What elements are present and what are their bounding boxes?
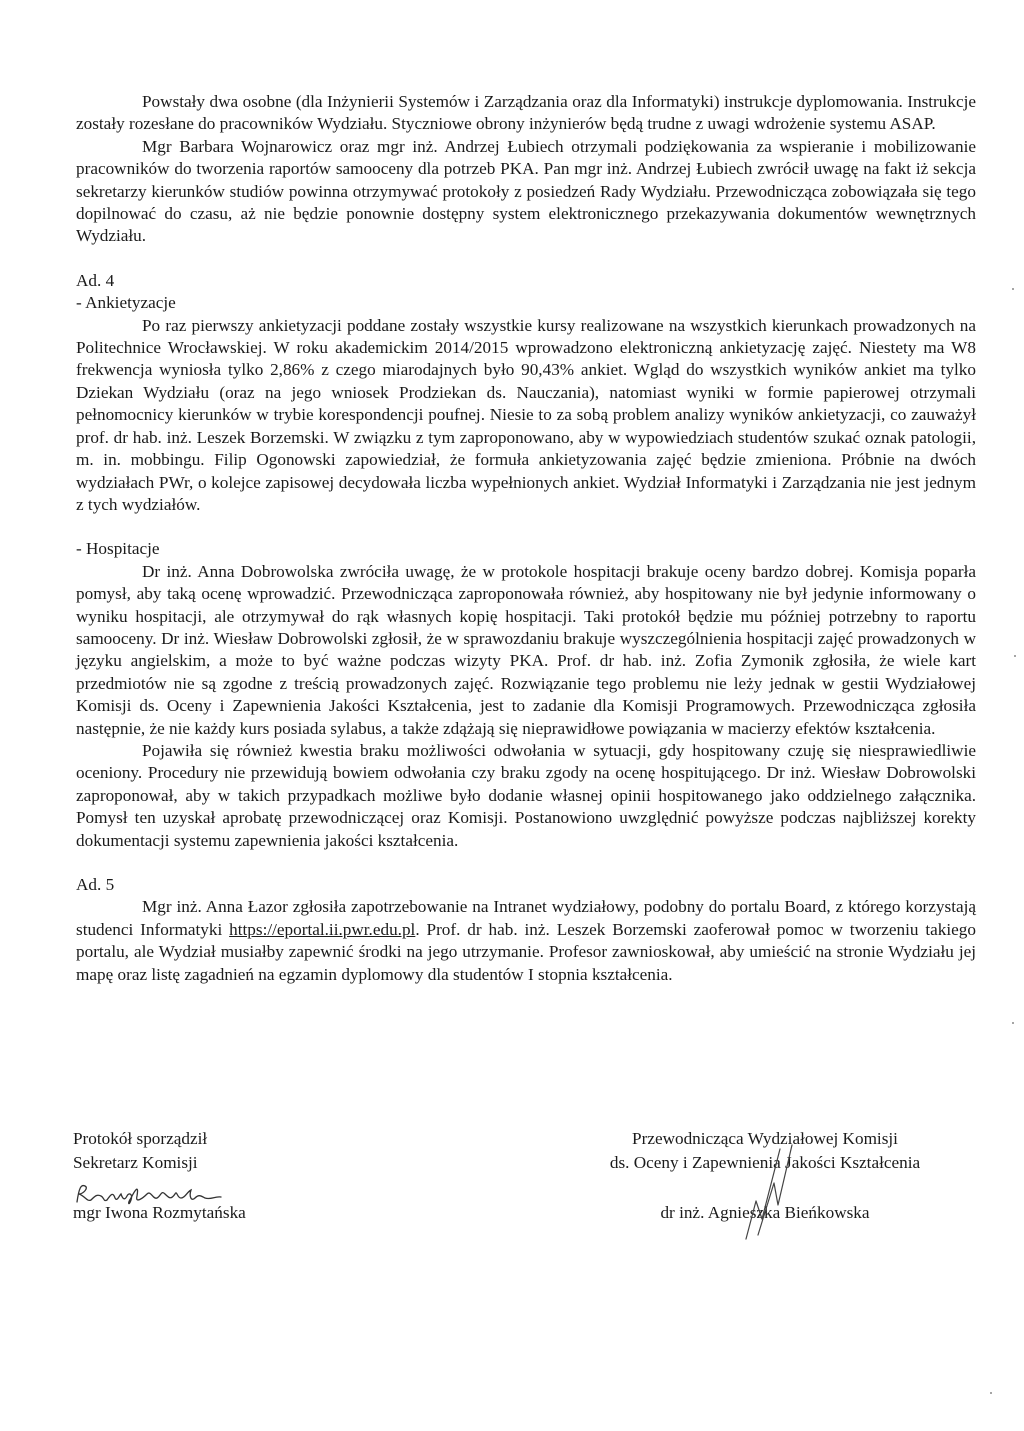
scan-speck — [1012, 1022, 1014, 1024]
scan-speck — [1014, 655, 1016, 657]
paragraph-instrukcje: Powstały dwa osobne (dla Inżynierii Systemów i Zarządzania oraz dla Informatyki) instrukcje dyplomowania. Instrukcje zostały rozesłane do pracowników Wydziału. Styczniowe obrony inżynierów będą trudne z uwagi wdrożenie systemu ASAP. — [76, 92, 976, 134]
signature-chair-role: Przewodnicząca Wydziałowej Komisji — [632, 1129, 898, 1148]
paragraph-intranet-text-a: Mgr inż. Anna Łazor zgłosiła zapotrzebowanie na Intranet wydziałowy, podobny do portalu Board, z którego korzystają studenci Informatyki — [76, 897, 976, 939]
paragraph-hospitacje: Dr inż. Anna Dobrowolska zwróciła uwagę, że w protokole hospitacji brakuje oceny bardzo dobrej. Komisja poparła pomysł, aby taką ocenę wprowadzić. Przewodnicząca zaproponowała również, aby hospitowany nie był jedynie informowany o wyniku hospitacji, ale otrzymywał do rąk własnych kopię hospitacji. Taki protokół będzie mu później potrzebny to raportu samooceny. Dr inż. Wiesław Dobrowolski zgłosił, że w sprawozdaniu brakuje wyszczególnienia hospitacji zajęć prowadzonych w języku angielskim, a może to być ważne podczas wizyty PKA. Prof. dr hab. inż. Zofia Zymonik zgłosiła, że wiele kart przedmiotów nie są zgodne z treścią prowadzonych zajęć. Rozwiązanie tego problemu nie leży jednak w gestii Wydziałowej Komisji ds. Oceny i Zapewnienia Jakości Kształcenia, jest to zadanie dla Komisji Programowych. Przewodnicząca zgłosiła następnie, że nie każdy kurs posiada sylabus, a także zdążają się nieprawidłowe powiązania w macierzy efektów kształcenia. — [76, 561, 976, 738]
paragraph-intranet-text-b: . Prof. dr hab. inż. Leszek Borzemski zaoferował pomoc w tworzeniu takiego portalu, ale Wydział musiałby zapewnić środki na jego utrzymanie. Profesor zawnioskował, aby umieścić na stronie Wydziału jej mapę oraz listę zagadnień na egzamin dyplomowy dla studentów I stopnia kształcenia. — [76, 919, 976, 984]
paragraph-odwolania: Pojawiła się również kwestia braku możliwości odwołania w sytuacji, gdy hospitowany czuję się niesprawiedliwie oceniony. Procedury nie przewidują bowiem odwołania czy braku zgody na ocenę hospitującego. Dr inż. Wiesław Dobrowolski zaproponował, aby w takich przypadkach możliwe było dodanie własnej opinii hospitowanego jako oddzielnego załącznika. Pomysł ten uzyskał aprobatę przewodniczącej oraz Komisji. Postanowiono uwzględnić powyższe podczas najbliższej korekty dokumentacji systemu zapewnienia jakości kształcenia. — [76, 740, 976, 850]
handwritten-signature-secretary — [73, 1178, 243, 1213]
signature-secretary-name: mgr Iwona Rozmytańska — [73, 1203, 246, 1222]
paragraph-podziekowania: Mgr Barbara Wojnarowicz oraz mgr inż. Andrzej Łubiech otrzymali podziękowania za wspieranie i mobilizowanie pracowników do tworzenia raportów samooceny dla potrzeb PKA. Pan mgr inż. Andrzej Łubiech zwrócił uwagę na fakt iż sekcja sekretarzy kierunków studiów powinna otrzymywać protokoły z posiedzeń Rady Wydziału. Przewodnicząca zobowiązała się tego dopilnować do czasu, aż nie będzie ponownie dostępny system elektronicznego przekazywania dokumentów wewnętrznych Wydziału. — [76, 136, 976, 246]
paragraph-intranet — [76, 896, 976, 986]
signature-secretary-role: Protokół sporządził — [73, 1129, 208, 1148]
handwritten-signature-chair — [740, 1143, 800, 1248]
signature-secretary-title: Sekretarz Komisji — [73, 1153, 198, 1172]
subheading-hospitacje: - Hospitacje — [76, 539, 160, 559]
eportal-link[interactable]: https://eportal.ii.pwr.edu.pl — [229, 919, 416, 939]
heading-ad5: Ad. 5 — [76, 875, 115, 894]
heading-ad4: Ad. 4 — [76, 270, 115, 290]
scan-speck — [1012, 288, 1014, 290]
signature-chair-name: dr inż. Agnieszka Bieńkowska — [660, 1203, 870, 1222]
scan-speck — [990, 1392, 992, 1394]
document-body — [76, 91, 976, 986]
subheading-ankietyzacje: - Ankietyzacje — [76, 293, 176, 313]
paragraph-ankietyzacje: Po raz pierwszy ankietyzacji poddane zostały wszystkie kursy realizowane na wszystkich kierunkach prowadzonych na Politechnice Wrocławskiej. W roku akademickim 2014/2015 wprowadzono elektroniczną ankietyzację zajęć. Niestety ma W8 frekwencja wyniosła tylko 2,86% z czego miarodajnych było 90,43% ankiet. Wgląd do wszystkich wyników ankiet ma tylko Dziekan Wydziału (oraz na jego wniosek Prodziekan ds. Nauczania), natomiast wyniki w formie papierowej otrzymali pełnomocnicy kierunków w trybie korespondencji poufnej. Niesie to za sobą problem analizy wyników ankietyzacji, co zauważył prof. dr hab. inż. Leszek Borzemski. W związku z tym zaproponowano, aby w wypowiedziach studentów szukać oznak patologii, m. in. mobbingu. Filip Ogonowski zapowiedział, że formuła ankietyzowania zajęć będzie zmieniona. Próbnie na dwóch wydziałach PWr, o kolejce zapisowej decydowała liczba wypełnionych ankiet. Wydział Informatyki i Zarządzania nie jest jednym z tych wydziałów. — [76, 315, 976, 514]
signature-chair-title: ds. Oceny i Zapewnienia Jakości Kształcenia — [609, 1153, 921, 1172]
